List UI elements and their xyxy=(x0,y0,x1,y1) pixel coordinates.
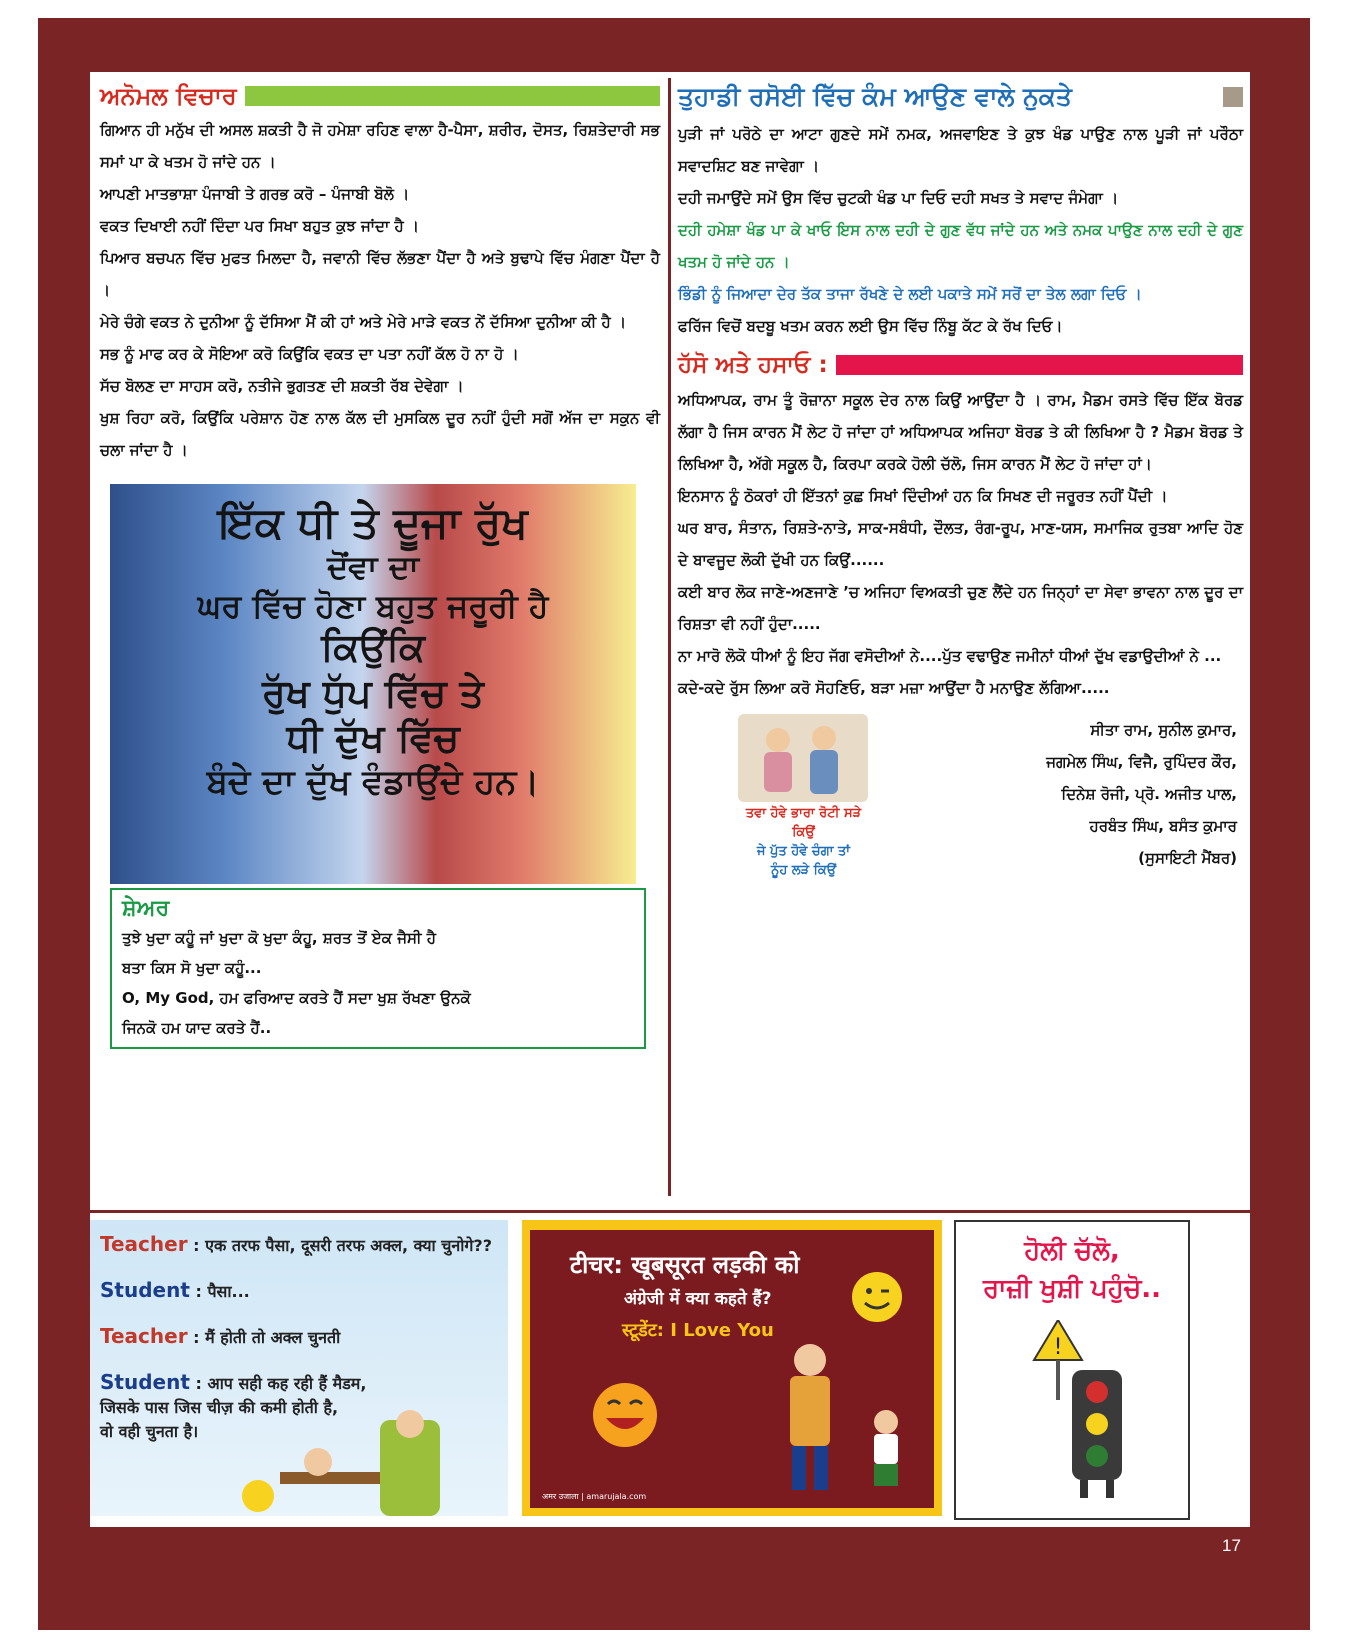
bottom-divider xyxy=(90,1210,1250,1213)
comic-background xyxy=(530,1230,934,1508)
caption-line: ਕਿਉਂ xyxy=(792,825,815,840)
separator: : xyxy=(189,1282,208,1301)
magazine-page xyxy=(90,72,1250,1527)
poster-line: ਧੀ ਦੁੱਖ ਵਿੱਚ xyxy=(286,716,460,761)
credit-line: ਸੀਤਾ ਰਾਮ, ਸੁਨੀਲ ਕੁਮਾਰ, xyxy=(1090,721,1237,739)
slogan-line: ਹੋਲੀ ਚੱਲੋ, xyxy=(1024,1236,1120,1266)
dialogue-line xyxy=(100,1232,492,1256)
speaker-label: Student xyxy=(100,1278,190,1302)
speaker-label: Student xyxy=(100,1370,190,1394)
quote: ਸੱਚ ਬੋਲਣ ਦਾ ਸਾਹਸ ਕਰੋ, ਨਤੀਜੇ ਭੁਗਤਣ ਦੀ ਸ਼ਕਤੀ ਰੱਬ ਦੇਵੇਗਾ । xyxy=(100,377,464,395)
dialogue-text: आप सही कह रही हैं मैडम, xyxy=(207,1374,367,1393)
drive-safe-panel xyxy=(954,1220,1190,1520)
caption-line: ਜੇ ਪੁੱਤ ਹੋਵੇ ਚੰਗਾ ਤਾਂ xyxy=(757,844,850,859)
laughing-smiley-icon xyxy=(590,1380,660,1450)
heading-bar xyxy=(836,355,1243,375)
shayar-line: ਤੁਝੇ ਖੁਦਾ ਕਹੂੰ ਜਾਂ ਖੁਦਾ ਕੋ ਖੁਦਾ ਕੰਹੂ, ਸ਼ਰਤ ਤੋਂ ਏਕ ਜੈਸੀ ਹੈ xyxy=(122,929,436,947)
dialogue-text: एक तरफ पैसा, दूसरी तरफ अक्ल, क्या चुनोगे?? xyxy=(205,1236,492,1255)
section-title: ਅਨੋਮਲ ਵਿਚਾਰ xyxy=(100,82,237,110)
comic-line: अंग्रेजी में क्या कहते हैं? xyxy=(624,1289,772,1309)
poster-line: ਬੰਦੇ ਦਾ ਦੁੱਖ ਵੰਡਾਉਂਦੇ ਹਨ। xyxy=(206,761,540,802)
poster-line: ਕਿਉਂਕਿ xyxy=(321,625,425,670)
quote: ਸਭ ਨੂੰ ਮਾਫ ਕਰ ਕੇ ਸੋਇਆ ਕਰੋ ਕਿਉਂਕਿ ਵਕਤ ਦਾ ਪਤਾ ਨਹੀਂ ਕੱਲ ਹੋ ਨਾ ਹੋ । xyxy=(100,345,519,363)
slogan-line: ਰਾਜ਼ੀ ਖੁਸ਼ੀ ਪਹੁੰਚੋ.. xyxy=(982,1274,1162,1304)
quote: ਪਿਆਰ ਬਚਪਨ ਵਿੱਚ ਮੁਫਤ ਮਿਲਦਾ ਹੈ, ਜਵਾਨੀ ਵਿੱਚ ਲੱਭਣਾ ਪੈਂਦਾ ਹੈ ਅਤੇ ਬੁਢਾਪੇ ਵਿੱਚ ਮੰਗਣਾ ਪੈਂਦਾ ਹੈ । xyxy=(100,249,660,299)
shayar-line: ਬਤਾ ਕਿਸ ਸੋ ਖੁਦਾ ਕਹੂੰ... xyxy=(122,959,262,977)
tip: ਦਹੀ ਜਮਾਉਂਦੇ ਸਮੇਂ ਉਸ ਵਿੱਚ ਚੁਟਕੀ ਖੰਡ ਪਾ ਦਿਓ ਦਹੀ ਸਖਤ ਤੇ ਸਵਾਦ ਜੰਮੇਗਾ । xyxy=(678,189,1119,207)
right-column xyxy=(678,82,1243,894)
tip: ਫਰਿੱਜ ਵਿਚੋਂ ਬਦਬੂ ਖਤਮ ਕਰਨ ਲਈ ਉਸ ਵਿੱਚ ਨਿੰਬੂ ਕੱਟ ਕੇ ਰੱਖ ਦਿਓ। xyxy=(678,317,1063,335)
shayar-title: ਸ਼ੇਅਰ xyxy=(122,896,170,921)
cartoon-image xyxy=(738,714,868,802)
poster-line: ਘਰ ਵਿੱਚ ਹੋਣਾ ਬਹੁਤ ਜਰੂਰੀ ਹੈ xyxy=(197,586,549,625)
shayar-box xyxy=(110,888,646,1049)
joke: ਇਨਸਾਨ ਨੂੰ ਠੋਕਰਾਂ ਹੀ ਇੱਤਨਾਂ ਕੁਛ ਸਿਖਾਂ ਦਿੰਦੀਆਂ ਹਨ ਕਿ ਸਿਖਣ ਦੀ ਜਰੂਰਤ ਨਹੀਂ ਪੈਂਦੀ । xyxy=(678,487,1168,505)
poster-line: ਦੋਂਵਾ ਦਾ xyxy=(327,548,419,587)
dialogue-line xyxy=(100,1370,366,1394)
quote: ਖੁਸ਼ ਰਿਹਾ ਕਰੋ, ਕਿਉਂਕਿ ਪਰੇਸ਼ਾਨ ਹੋਣ ਨਾਲ ਕੱਲ ਦੀ ਮੁਸਕਿਲ ਦੂਰ ਨਹੀਂ ਹੁੰਦੀ ਸਗੋਂ ਅੱਜ ਦਾ ਸਕੁਨ ਵੀ ਚਲਾ ਜਾਂਦਾ ਹੈ । xyxy=(100,409,660,459)
caption-line: ਤਵਾ ਹੋਵੇ ਭਾਰਾ ਰੋਟੀ ਸੜੇ xyxy=(745,806,862,821)
tip: ਭਿੰਡੀ ਨੂੰ ਜਿਆਦਾ ਦੇਰ ਤੱਕ ਤਾਜਾ ਰੱਖਣੇ ਦੇ ਲਈ ਪਕਾਤੇ ਸਮੇਂ ਸਰੋਂ ਦਾ ਤੇਲ ਲਗਾ ਦਿਓ । xyxy=(678,285,1142,303)
heading-bar xyxy=(245,86,660,106)
credit-line: ਜਗਮੇਲ ਸਿੰਘ, ਵਿਜੈ, ਰੁਪਿੰਦਰ ਕੌਰ, xyxy=(1046,753,1237,771)
credits-area xyxy=(678,714,1243,894)
separator: : xyxy=(189,1374,208,1393)
comic-line: टीचर: खूबसूरत लड़की को xyxy=(570,1251,800,1279)
credit-line: ਹਰਬੰਤ ਸਿੰਘ, ਬਸੰਤ ਕੁਮਾਰ xyxy=(1089,817,1237,835)
page-number: 17 xyxy=(1222,1536,1241,1555)
quotes-list xyxy=(100,114,660,466)
section-title: ਤੁਹਾਡੀ ਰਸੋਈ ਵਿੱਚ ਕੰਮ ਆਉਣ ਵਾਲੇ ਨੁਕਤੇ xyxy=(678,82,1072,111)
svg-text:!: ! xyxy=(1053,1335,1063,1360)
classroom-illustration xyxy=(240,1410,508,1516)
quote: ਆਪਣੀ ਮਾਤਭਾਸ਼ਾ ਪੰਜਾਬੀ ਤੇ ਗਰਭ ਕਰੋ – ਪੰਜਾਬੀ ਬੋਲੋ । xyxy=(100,185,410,203)
tips-list xyxy=(678,118,1243,342)
family-cartoon xyxy=(696,714,911,889)
love-you-comic xyxy=(522,1220,942,1516)
anmol-vichar-heading xyxy=(100,82,660,110)
section-title: ਹੱਸੋ ਅਤੇ ਹਸਾਓ : xyxy=(678,352,828,378)
heading-square xyxy=(1223,87,1243,107)
quote: ਵਕਤ ਦਿਖਾਈ ਨਹੀਂ ਦਿੰਦਾ ਪਰ ਸਿਖਾ ਬਹੁਤ ਕੁਝ ਜਾਂਦਾ ਹੈ । xyxy=(100,217,420,235)
poster-line: ਇੱਕ ਧੀ ਤੇ ਦੂਜਾ ਰੁੱਖ xyxy=(218,498,528,547)
caption-line: ਨੂੰਹ ਲੜੇ ਕਿਉਂ xyxy=(770,863,837,878)
left-column xyxy=(100,82,660,1049)
dialogue-line xyxy=(100,1324,340,1348)
speaker-label: Teacher xyxy=(100,1232,188,1256)
dialogue-text: मैं होती तो अक्ल चुनती xyxy=(205,1328,341,1347)
quote: ਗਿਆਨ ਹੀ ਮਨੁੱਖ ਦੀ ਅਸਲ ਸ਼ਕਤੀ ਹੈ ਜੋ ਹਮੇਸ਼ਾ ਰਹਿਣ ਵਾਲਾ ਹੈ-ਪੈਸਾ, ਸ਼ਰੀਰ, ਦੋਸਤ, ਰਿਸ਼ਤੇਦਾਰੀ ਸਭ ਸਮਾਂ ਪਾ ਕੇ ਖਤਮ ਹੋ ਜਾਂਦੇ ਹਨ । xyxy=(100,121,660,171)
separator: : xyxy=(187,1236,206,1255)
cartoon-figures xyxy=(738,714,868,802)
separator: : xyxy=(187,1328,206,1347)
shayar-line: O, My God, ਹਮ ਫਰਿਆਦ ਕਰਤੇ ਹੈਂ ਸਦਾ ਖੁਸ਼ ਰੱਖਣਾ ਉਨਕੋ xyxy=(122,989,471,1007)
credit-line: ਦਿਨੇਸ਼ ਰੋਜੀ, ਪ੍ਰੋ. ਅਜੀਤ ਪਾਲ, xyxy=(1061,785,1237,803)
humor-list xyxy=(678,384,1243,704)
joke: ਘਰ ਬਾਰ, ਸੰਤਾਨ, ਰਿਸ਼ਤੇ-ਨਾਤੇ, ਸਾਕ-ਸਬੰਧੀ, ਦੌਲਤ, ਰੰਗ-ਰੂਪ, ਮਾਣ-ਯਸ, ਸਮਾਜਿਕ ਰੁਤਬਾ ਆਦਿ ਹੋਣ ਦੇ ਬਾਵਜੂਦ ਲੋਕੀ ਦੁੱਖੀ ਹਨ ਕਿਉਂ...... xyxy=(678,519,1243,569)
joke: ਕਈ ਬਾਰ ਲੋਕ ਜਾਣੇ-ਅਣਜਾਣੇ ’ਚ ਅਜਿਹਾ ਵਿਅਕਤੀ ਚੁਣ ਲੈਂਦੇ ਹਨ ਜਿਨ੍ਹਾਂ ਦਾ ਸੇਵਾ ਭਾਵਨਾ ਨਾਲ ਦੂਰ ਦਾ ਰਿਸ਼ਤਾ ਵੀ ਨਹੀਂ ਹੁੰਦਾ..... xyxy=(678,583,1243,633)
comic-line: स्टूडेंट: I Love You xyxy=(622,1320,774,1341)
tip: ਦਹੀ ਹਮੇਸ਼ਾ ਖੰਡ ਪਾ ਕੇ ਖਾਓ ਇਸ ਨਾਲ ਦਹੀ ਦੇ ਗੁਣ ਵੱਧ ਜਾਂਦੇ ਹਨ ਅਤੇ ਨਮਕ ਪਾਉਣ ਨਾਲ ਦਹੀ ਦੇ ਗੁਣ ਖਤਮ ਹੋ ਜਾਂਦੇ ਹਨ । xyxy=(678,221,1243,271)
dialogue-line xyxy=(100,1278,250,1302)
wink-smiley-icon xyxy=(850,1270,904,1324)
credit-line: (ਸੁਸਾਇਟੀ ਮੈਂਬਰ) xyxy=(1138,849,1237,867)
dialogue-line: वो वही चुनता है। xyxy=(100,1422,199,1441)
shayar-line: ਜਿਨਕੋ ਹਮ ਯਾਦ ਕਰਤੇ ਹੈਂ.. xyxy=(122,1019,272,1037)
column-divider xyxy=(668,78,671,1196)
poster-line: ਰੁੱਖ ਧੁੱਪ ਵਿੱਚ ਤੇ xyxy=(262,670,484,715)
joke: ਨਾ ਮਾਰੋ ਲੋਕੋ ਧੀਆਂ ਨੂੰ ਇਹ ਜੱਗ ਵਸੋਦੀਆਂ ਨੇ....ਪੁੱਤ ਵਢਾਉਣ ਜਮੀਨਾਂ ਧੀਆਂ ਦੁੱਖ ਵਡਾਉਦੀਆਂ ਨੇ ... xyxy=(678,647,1222,665)
kitchen-tips-heading xyxy=(678,82,1243,112)
quote: ਮੇਰੇ ਚੰਗੇ ਵਕਤ ਨੇ ਦੁਨੀਆ ਨੂੰ ਦੱਸਿਆ ਮੈਂ ਕੀ ਹਾਂ ਅਤੇ ਮੇਰੇ ਮਾੜੇ ਵਕਤ ਨੇਂ ਦੱਸਿਆ ਦੁਨੀਆ ਕੀ ਹੈ । xyxy=(100,313,627,331)
dialogue-line: जिसके पास जिस चीज़ की कमी होती है, xyxy=(100,1398,339,1417)
joke: ਅਧਿਆਪਕ, ਰਾਮ ਤੂੰ ਰੋਜ਼ਾਨਾ ਸਕੂਲ ਦੇਰ ਨਾਲ ਕਿਉਂ ਆਉਂਦਾ ਹੈ । ਰਾਮ, ਮੈਡਮ ਰਸਤੇ ਵਿੱਚ ਇੱਕ ਬੋਰਡ ਲੱਗਾ ਹੈ ਜਿਸ ਕਾਰਨ ਮੈਂ ਲੇਟ ਹੋ ਜਾਂਦਾ ਹਾਂ ਅਧਿਆਪਕ ਅਜਿਹਾ ਬੋਰਡ ਤੇ ਕੀ ਲਿਖਿਆ ਹੈ ? ਮੈਡਮ ਬੋਰਡ ਤੇ ਲਿਖਿਆ ਹੈ, ਅੱਗੇ ਸਕੂਲ ਹੈ, ਕਿਰਪਾ ਕਰਕੇ ਹੋਲੀ ਚੱਲੋ, ਜਿਸ ਕਾਰਨ ਮੈਂ ਲੇਟ ਹੋ ਜਾਂਦਾ ਹਾਂ। xyxy=(678,391,1243,473)
society-members xyxy=(1046,714,1237,874)
traffic-light-icon xyxy=(1032,1320,1142,1500)
joke: ਕਦੇ-ਕਦੇ ਰੁੱਸ ਲਿਆ ਕਰੋ ਸੋਹਣਿਓ, ਬੜਾ ਮਜ਼ਾ ਆਉਂਦਾ ਹੈ ਮਨਾਉਣ ਲੱਗਿਆ..... xyxy=(678,679,1110,697)
speaker-label: Teacher xyxy=(100,1324,188,1348)
dialogue-text: पैसा... xyxy=(207,1282,250,1301)
tip: ਪੁੜੀ ਜਾਂ ਪਰੋਠੇ ਦਾ ਆਟਾ ਗੁਣਦੇ ਸਮੇਂ ਨਮਕ, ਅਜਵਾਇਣ ਤੇ ਕੁਝ ਖੰਡ ਪਾਉਣ ਨਾਲ ਪੂੜੀ ਜਾਂ ਪਰੌਠਾ ਸਵਾਦਸ਼ਿਟ ਬਣ ਜਾਵੇਗਾ । xyxy=(678,125,1243,175)
humor-heading xyxy=(678,352,1243,378)
comic-source: अमर उजाला | amarujala.com xyxy=(542,1492,647,1501)
daughter-tree-poster xyxy=(110,484,636,884)
teacher-student-figures xyxy=(760,1340,930,1500)
teacher-student-comic xyxy=(90,1220,508,1516)
